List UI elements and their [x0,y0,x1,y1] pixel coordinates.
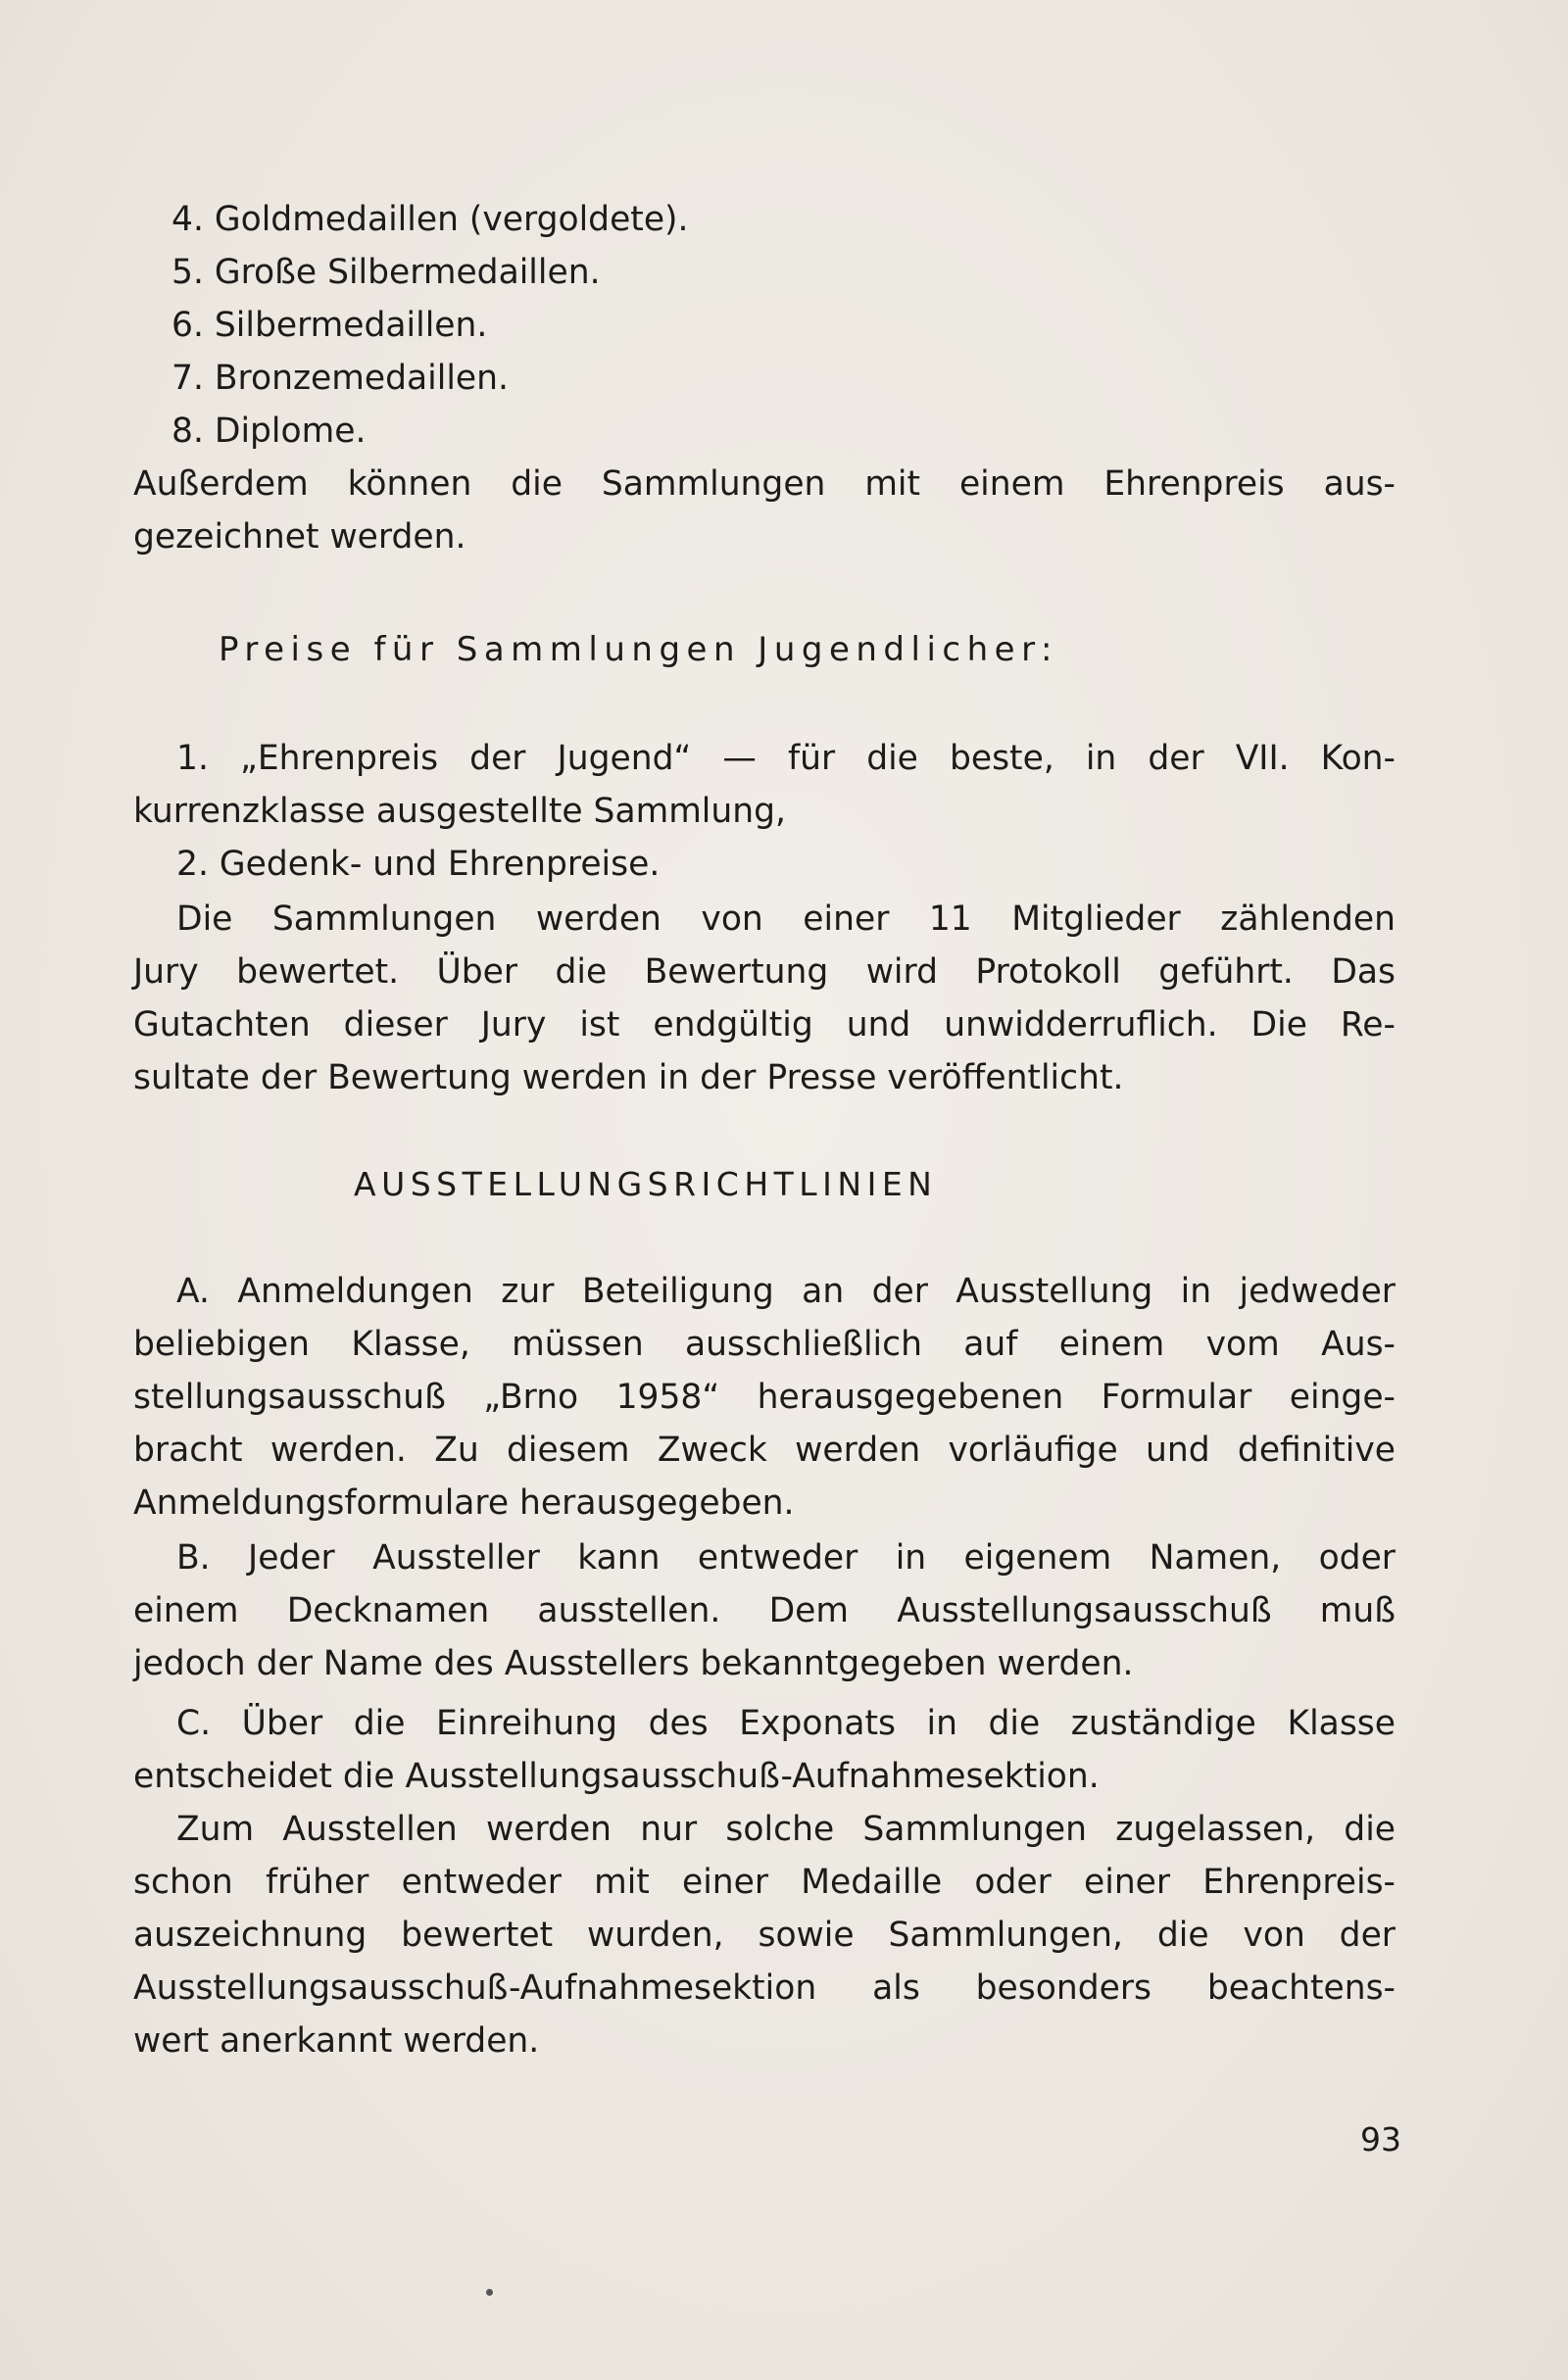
text-line: auszeichnung bewertet wurden, sowie Sammlungen, die von der [133,1916,1396,1955]
text-line: entscheidet die Ausstellungsausschuß-Aufnahmesektion. [133,1757,1100,1796]
text-line: einem Decknamen ausstellen. Dem Ausstellungsausschuß muß [133,1591,1396,1630]
list-item: 7. Bronzemedaillen. [172,359,509,398]
list-item: 4. Goldmedaillen (vergoldete). [172,200,689,239]
guidelines-heading: AUSSTELLUNGSRICHTLINIEN [354,1165,938,1203]
youth-prizes-heading: Preise für Sammlungen Jugendlicher: [219,630,1058,669]
ink-speck [486,2289,493,2296]
text-line: Anmeldungsformulare herausgegeben. [133,1483,795,1523]
text-line: C. Über die Einreihung des Exponats in die zuständige Klasse [176,1704,1396,1743]
list-item: 6. Silbermedaillen. [172,306,488,345]
honor-paragraph [133,458,1396,563]
text-line: stellungsausschuß „Brno 1958“ herausgegebenen Formular einge- [133,1378,1396,1417]
text-line: beliebigen Klasse, müssen ausschließlich auf einem vom Aus- [133,1325,1396,1364]
text-line: kurrenzklasse ausgestellte Sammlung, [133,792,786,831]
text-line: 1. „Ehrenpreis der Jugend“ — für die beste, in der VII. Kon- [176,739,1396,778]
text-line: sultate der Bewertung werden in der Presse veröffentlicht. [133,1058,1124,1097]
text-line: Ausstellungsausschuß-Aufnahmesektion als besonders beachtens- [133,1968,1396,2008]
page-number: 93 [1360,2120,1401,2159]
text-line: B. Jeder Aussteller kann entweder in eigenem Namen, oder [176,1538,1396,1578]
text-line: jedoch der Name des Ausstellers bekanntgegeben werden. [133,1644,1134,1683]
text-line: schon früher entweder mit einer Medaille oder einer Ehrenpreis- [133,1863,1396,1902]
text-line: wert anerkannt werden. [133,2021,540,2061]
paragraph-c [133,1697,1396,1803]
text-line: Gutachten dieser Jury ist endgültig und unwidderruflich. Die Re- [133,1005,1396,1044]
jury-paragraph [133,893,1396,1104]
paragraph-a [133,1265,1396,1530]
admission-paragraph [133,1803,1396,2067]
text-line: gezeichnet werden. [133,517,466,557]
list-item: 8. Diplome. [172,412,367,451]
text-line: Zum Ausstellen werden nur solche Sammlungen zugelassen, die [176,1810,1396,1849]
paragraph-b [133,1531,1396,1690]
youth-prizes-list [133,732,1396,891]
text-line: Die Sammlungen werden von einer 11 Mitglieder zählenden [176,899,1396,939]
text-line: 2. Gedenk- und Ehrenpreise. [176,845,661,884]
list-item: 5. Große Silbermedaillen. [172,253,601,292]
text-line: A. Anmeldungen zur Beteiligung an der Ausstellung in jedweder [176,1272,1396,1311]
text-line: bracht werden. Zu diesem Zweck werden vorläufige und definitive [133,1431,1396,1470]
text-line: Jury bewertet. Über die Bewertung wird Protokoll geführt. Das [133,952,1396,992]
text-line: Außerdem können die Sammlungen mit einem Ehrenpreis aus- [133,464,1396,504]
medal-list [172,193,1434,458]
